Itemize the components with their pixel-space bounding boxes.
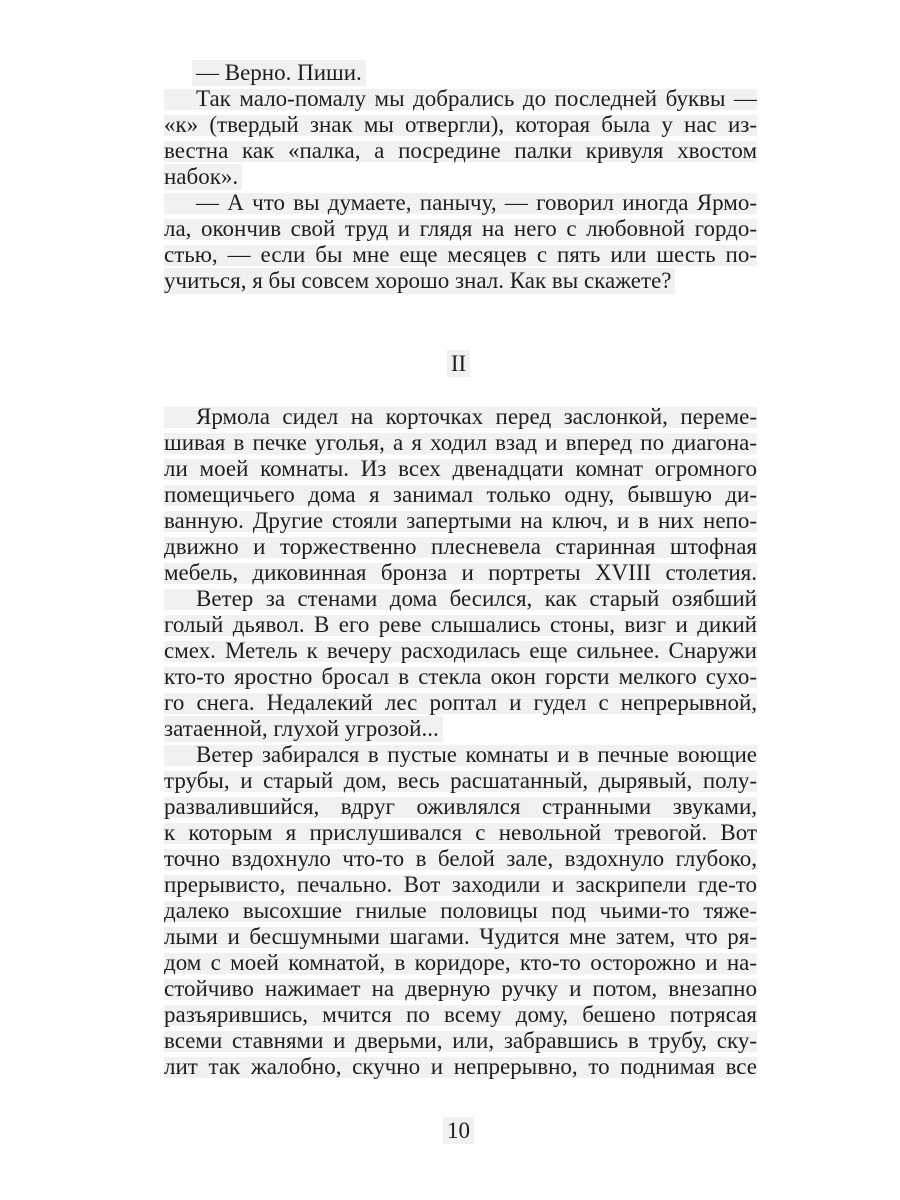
text-line: трубы, и старый дом, весь расшатанный, дырявый, полу-	[164, 768, 757, 793]
text-line: помещичьего дома я занимал только одну, бывшую ди-	[164, 482, 757, 507]
text-line	[164, 716, 757, 742]
text-line: Ветер за стенами дома бесился, как старый озябший	[164, 586, 757, 612]
paragraph	[164, 60, 757, 86]
text-line: стью, — если бы мне еще месяцев с пять или шесть по-	[164, 242, 757, 267]
text-line: движно и торжественно плесневела старинная штофная	[164, 534, 757, 559]
text-line: разъярившись, мчится по всему дому, бешено потрясая	[164, 1002, 757, 1027]
text-line-content: затаенной, глухой угрозой...	[164, 716, 443, 742]
text-line: ли моей комнаты. Из всех двенадцати комнат огромного	[164, 456, 757, 481]
text-line: кто-то яростно бросал в стекла окон горсти мелкого сухо-	[164, 664, 757, 689]
paragraph	[164, 190, 757, 294]
text-line: далеко высохшие гнилые половицы под чьими-то тяже-	[164, 898, 757, 923]
text-line: дом с моей комнатой, в коридоре, кто-то осторожно и на-	[164, 950, 757, 975]
text-line: Ярмола сидел на корточках перед заслонкой, переме-	[164, 404, 757, 430]
text-line: Так мало-помалу мы добрались до последней буквы —	[164, 86, 757, 112]
text-line-content: учиться, я бы совсем хорошо знал. Как вы скажете?	[164, 268, 675, 294]
text-line: шивая в печке уголья, а я ходил взад и вперед по диагона-	[164, 430, 757, 455]
page-number	[164, 1118, 757, 1144]
section-heading-text: II	[447, 350, 470, 377]
text-line: ванную. Другие стояли запертыми на ключ, и в них непо-	[164, 508, 757, 533]
text-line: Ветер забирался в пустые комнаты и в печные воющие	[164, 742, 757, 768]
paragraph	[164, 404, 757, 586]
text-line: точно вздохнуло что-то в белой зале, вздохнуло глубоко,	[164, 846, 757, 871]
text-line: го снега. Недалекий лес роптал и гудел с непрерывной,	[164, 690, 757, 715]
text-line: всеми ставнями и дверьми, или, забравшись в трубу, ску-	[164, 1028, 757, 1053]
text-line: лыми и бесшумными шагами. Чудится мне затем, что ря-	[164, 924, 757, 949]
text-column	[164, 60, 757, 1080]
section-heading	[164, 351, 757, 377]
text-line	[164, 60, 757, 86]
text-line-content: набок».	[164, 164, 242, 190]
text-line: прерывисто, печально. Вот заходили и заскрипели где-то	[164, 872, 757, 897]
text-line: к которым я прислушивался с невольной тревогой. Вот	[164, 820, 757, 845]
text-line: смех. Метель к вечеру расходилась еще сильнее. Снаружи	[164, 638, 757, 663]
text-line: вестна как «палка, а посредине палки кривуля хвостом	[164, 138, 757, 163]
text-line: голый дьявол. В его реве слышались стоны, визг и дикий	[164, 612, 757, 637]
text-line	[164, 268, 757, 294]
text-line: мебель, диковинная бронза и портреты XVIII столетия.	[164, 560, 757, 585]
paragraph	[164, 742, 757, 1080]
text-line: развалившийся, вдруг оживлялся странными звуками,	[164, 794, 757, 819]
paragraph	[164, 86, 757, 190]
text-line: стойчиво нажимает на дверную ручку и потом, внезапно	[164, 976, 757, 1001]
text-line: «к» (твердый знак мы отвергли), которая была у нас из-	[164, 112, 757, 137]
page-number-value: 10	[443, 1117, 474, 1144]
text-line: ла, окончив свой труд и глядя на него с любовной гордо-	[164, 216, 757, 241]
text-line: лит так жалобно, скучно и непрерывно, то поднимая все	[164, 1054, 757, 1079]
text-line-content: — Верно. Пиши.	[192, 60, 366, 86]
paragraph	[164, 586, 757, 742]
text-line: — А что вы думаете, панычу, — говорил иногда Ярмо-	[164, 190, 757, 216]
text-line	[164, 164, 757, 190]
